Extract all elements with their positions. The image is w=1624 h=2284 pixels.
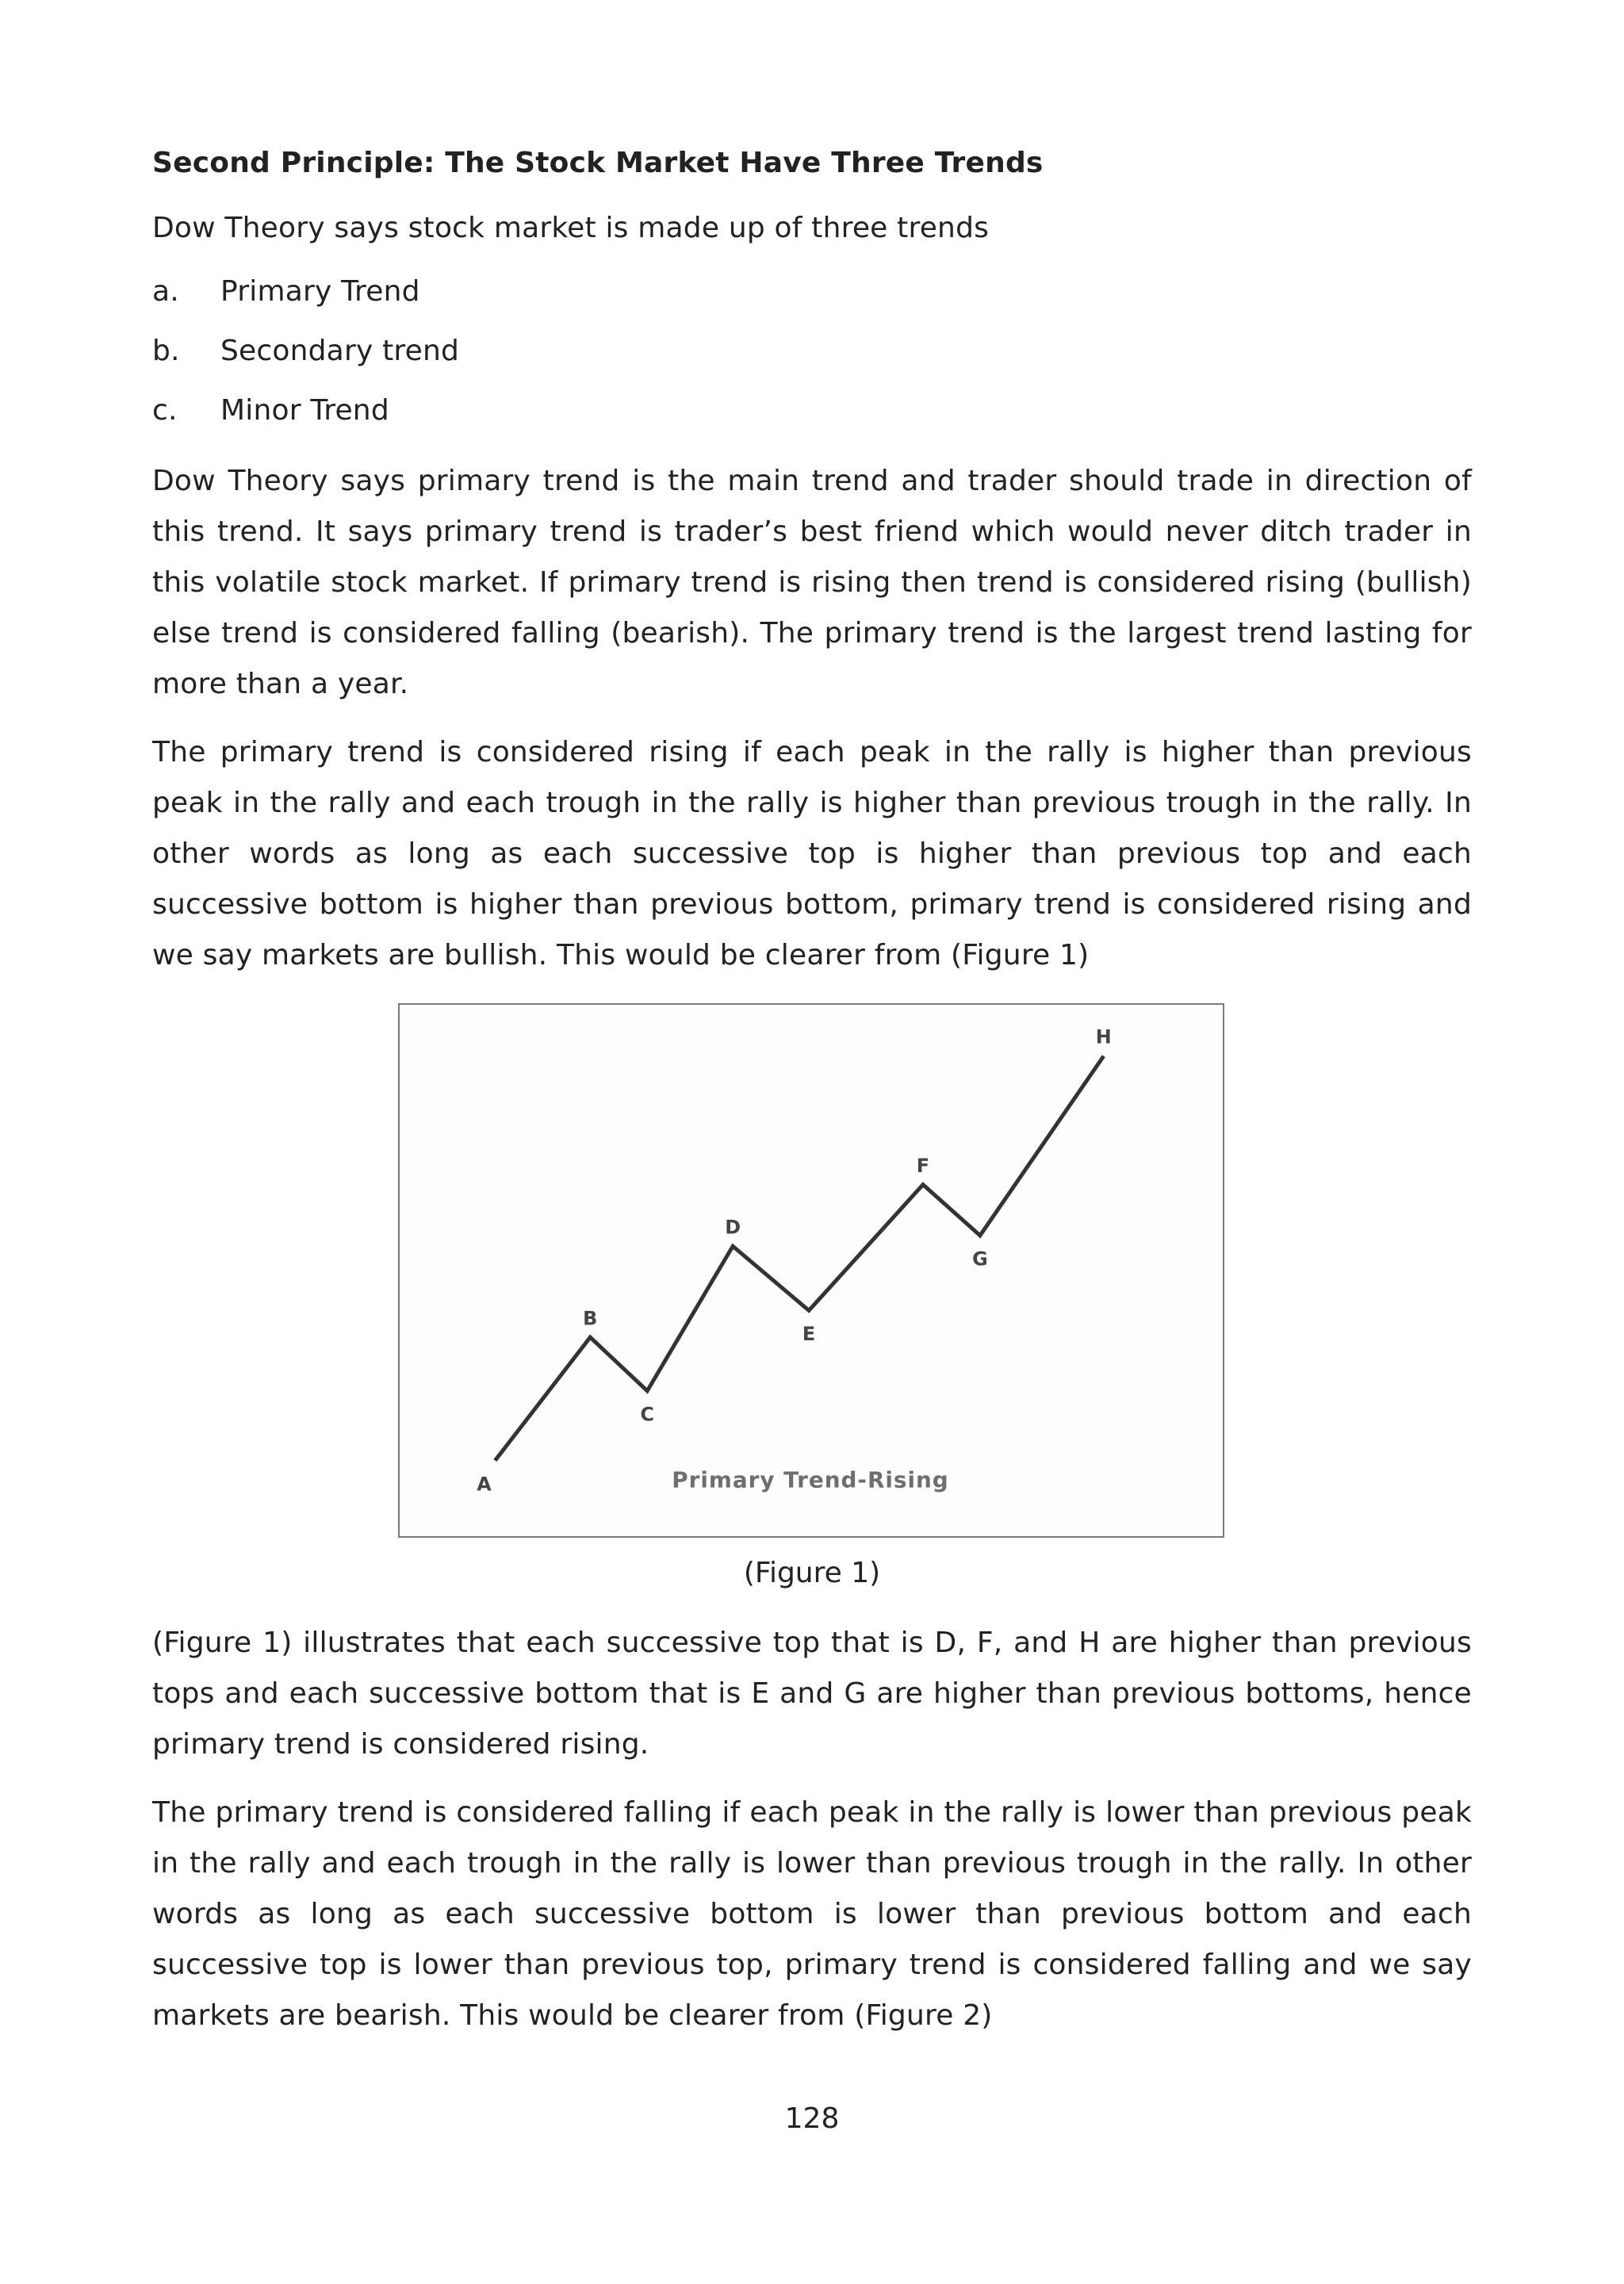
point-label-f: F [916,1154,930,1177]
page-body-continued [152,1618,1472,2059]
point-label-b: B [583,1307,598,1330]
paragraph-figure-explanation: (Figure 1) illustrates that each successive top that is D, F, and H are higher than previous tops and each successive bottom that is E and G are higher than previous bottoms, hence primary trend is considered rising. [152,1627,1472,1761]
list-item [152,321,1472,381]
list-item [152,262,1472,321]
paragraph-primary-trend: Dow Theory says primary trend is the main trend and trader should trade in direction of this trend. It says primary trend is trader’s best friend which would never ditch trader in this volatile stock market. If primary trend is rising then trend is considered rising (bullish) else trend is considered falling (bearish). The primary trend is the largest trend lasting for more than a year. [152,465,1472,700]
list-item-label: Secondary trend [220,334,460,367]
intro-text: Dow Theory says stock market is made up of three trends [152,212,990,244]
chart-svg [400,1005,1223,1536]
chart-title: Primary Trend-Rising [672,1466,949,1493]
point-label-e: E [802,1323,816,1346]
point-label-c: C [640,1403,654,1426]
point-label-g: G [972,1247,988,1270]
paragraph-rising-definition: The primary trend is considered rising if each peak in the rally is higher than previous peak in the rally and each trough in the rally is higher than previous trough in the rally. In other words as long as each successive top is higher than previous top and each successive bottom is higher than previous bottom, primary trend is considered rising and we say markets are bullish. This would be clearer from (Figure 1) [152,736,1472,971]
section-heading: Second Principle: The Stock Market Have Three Trends [152,147,1044,179]
trend-list [152,262,1472,440]
list-marker: c. [152,393,178,427]
point-labels [477,1026,1112,1496]
list-marker: b. [152,334,180,367]
figure-caption: (Figure 1) [743,1557,881,1589]
trend-line [495,1056,1103,1461]
list-item [152,381,1472,440]
point-label-a: A [477,1473,492,1496]
figure-primary-trend-rising [398,1003,1224,1538]
list-item-label: Minor Trend [220,393,389,427]
page-body [152,135,1472,998]
point-label-h: H [1095,1025,1112,1048]
paragraph-falling-definition: The primary trend is considered falling if each peak in the rally is lower than previous peak in the rally and each trough in the rally is lower than previous trough in the rally. In other words as long as each successive bottom is lower than previous bottom and each successive top is lower than previous top, primary trend is considered falling and we say markets are bearish. This would be clearer from (Figure 2) [152,1796,1472,2032]
point-label-d: D [725,1216,741,1239]
list-item-label: Primary Trend [220,274,420,308]
page-number: 128 [784,2102,840,2135]
list-marker: a. [152,274,179,308]
